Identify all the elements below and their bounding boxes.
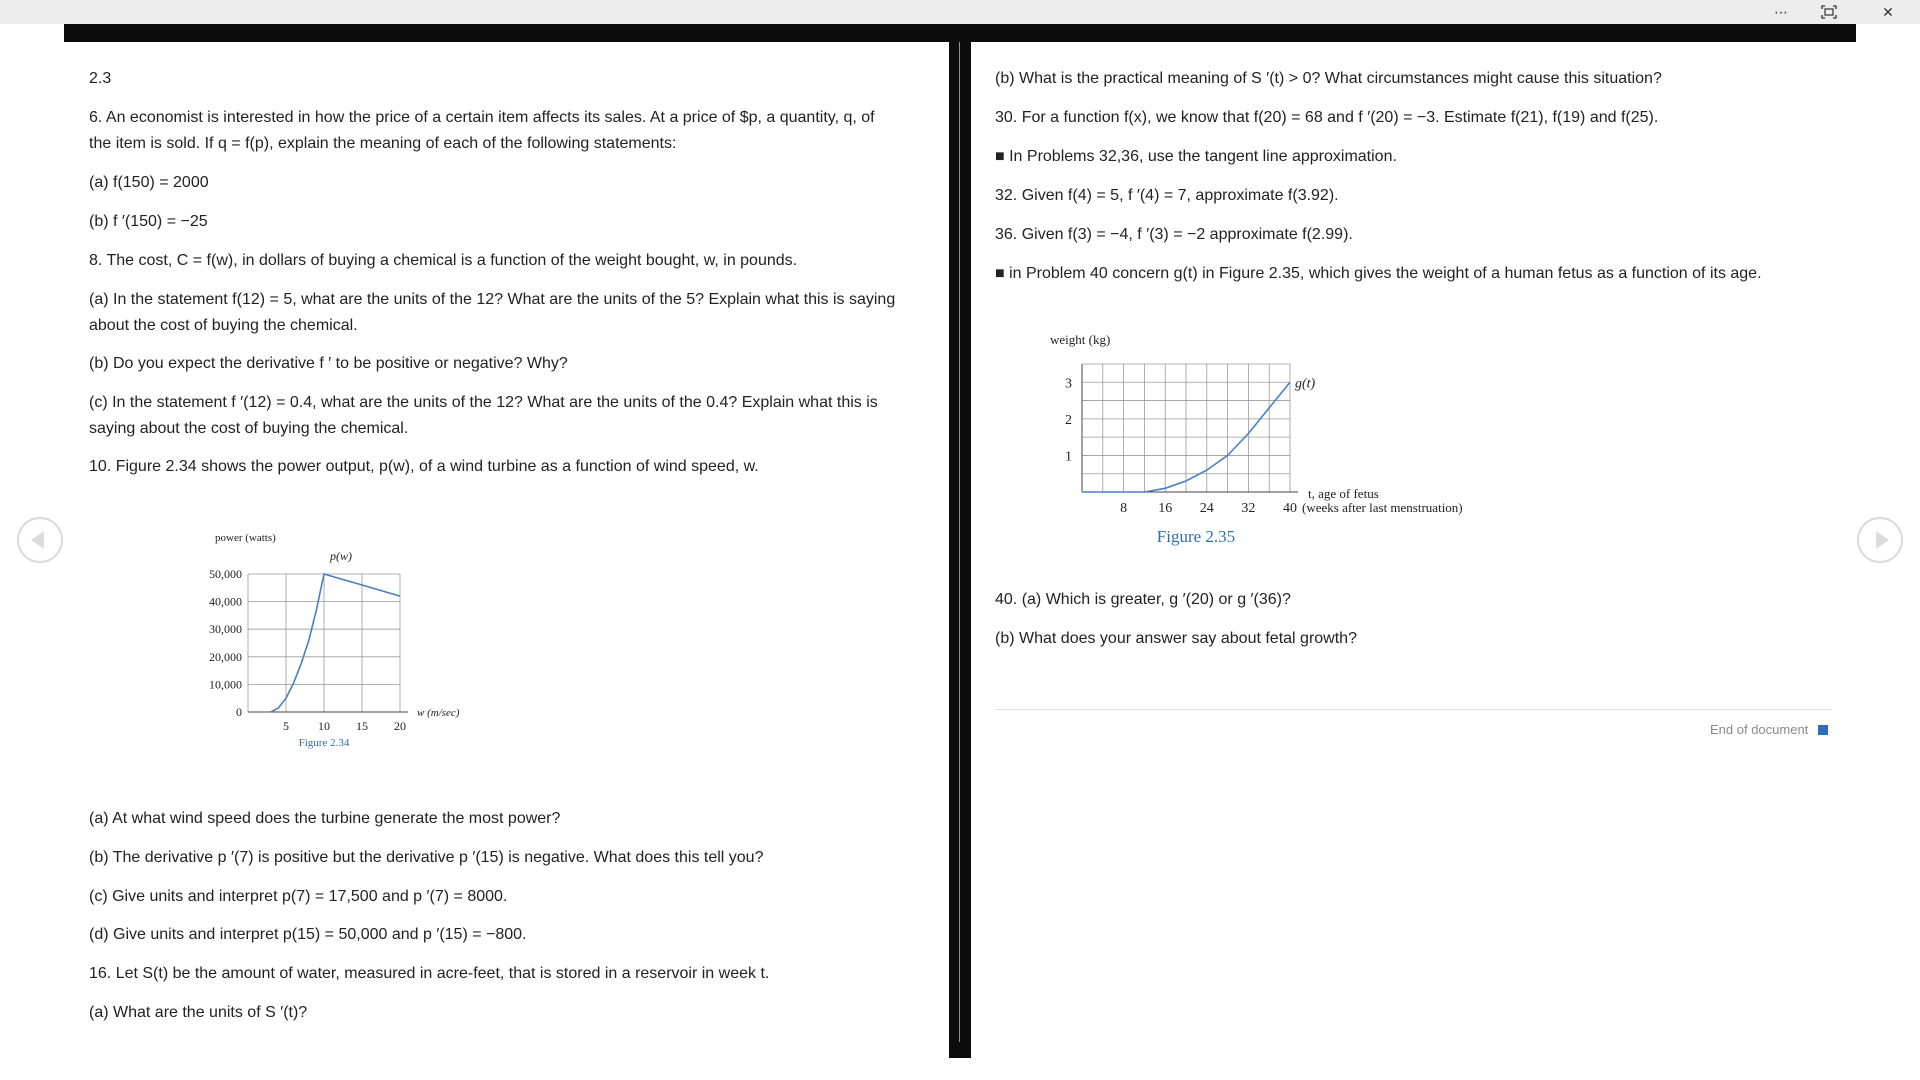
fig235-xtick-label: 24 <box>1199 501 1214 516</box>
end-of-document <box>1710 722 1828 737</box>
end-of-document-label: End of document <box>1710 722 1809 737</box>
problem-10b: (b) The derivative p ′(7) is positive but the derivative p ′(15) is negative. What does this tell you? <box>89 849 764 866</box>
window-top-bar <box>0 0 1920 24</box>
fig234-ytick-label: 40,000 <box>209 594 242 609</box>
problem-8: 8. The cost, C = f(w), in dollars of buying a chemical is a function of the weight bought, w, in pounds. <box>89 252 798 269</box>
problem-10d: (d) Give units and interpret p(15) = 50,000 and p ′(15) = −800. <box>89 926 527 943</box>
problem-10: 10. Figure 2.34 shows the power output, p(w), of a wind turbine as a function of wind speed, w. <box>89 458 759 475</box>
fig234-series-line <box>271 574 400 712</box>
fig234-xtick-label: 15 <box>356 719 368 733</box>
previous-page-button[interactable] <box>17 517 63 563</box>
fig235-xlabel-line-2: (weeks after last menstruation) <box>1302 500 1463 515</box>
fig234-ytick-label: 30,000 <box>209 622 242 637</box>
page-divider <box>949 42 971 1058</box>
fig234-ytick-label: 50,000 <box>209 567 242 581</box>
fig234-ytick-label: 0 <box>236 705 242 719</box>
fig235-ylabel: weight (kg) <box>1050 332 1111 347</box>
arrow-left-icon <box>31 531 44 549</box>
arrow-right-icon <box>1876 531 1889 549</box>
figure-2-34-chart <box>180 520 500 760</box>
figure-2-35-chart <box>1040 322 1510 552</box>
next-page-button[interactable] <box>1857 517 1903 563</box>
fig234-ytick-label: 10,000 <box>209 677 242 692</box>
problem-6a: (a) f(150) = 2000 <box>89 174 209 191</box>
problem-6b: (b) f ′(150) = −25 <box>89 213 208 230</box>
problem-6-line-1: 6. An economist is interested in how the price of a certain item affects its sales. At a price of $p, a quantity, q, of <box>89 109 875 126</box>
end-marker-icon <box>1818 725 1828 735</box>
problem-8c-line-2: saying about the cost of buying the chemical. <box>89 420 409 437</box>
fig235-ytick-label: 2 <box>1065 412 1072 428</box>
end-separator <box>995 709 1831 710</box>
fig234-xlabel: w (m/sec) <box>417 707 460 719</box>
fig235-xtick-label: 8 <box>1120 501 1128 516</box>
fig234-caption: Figure 2.34 <box>298 737 350 749</box>
tangent-approx-note: ■ In Problems 32,36, use the tangent line approximation. <box>995 148 1397 165</box>
fig234-xtick-label: 20 <box>394 719 406 733</box>
fig234-ytick-label: 20,000 <box>209 649 242 664</box>
problem-8a-line-2: about the cost of buying the chemical. <box>89 317 358 334</box>
problem-40a: 40. (a) Which is greater, g ′(20) or g ′(36)? <box>995 591 1291 608</box>
problem-16b: (b) What is the practical meaning of S ′(t) > 0? What circumstances might cause this situation? <box>995 70 1662 87</box>
more-icon: ⋯ <box>1774 3 1788 20</box>
section-heading: 2.3 <box>89 70 112 87</box>
fit-to-window-icon <box>1821 5 1837 19</box>
fig235-series-label: g(t) <box>1295 376 1316 392</box>
document-top-band <box>64 24 1856 42</box>
fig235-xtick-label: 16 <box>1158 501 1173 516</box>
fig235-ytick-label: 1 <box>1065 449 1072 465</box>
fig234-xtick-label: 10 <box>318 719 330 733</box>
fig235-ytick-label: 3 <box>1065 376 1072 392</box>
problem-16: 16. Let S(t) be the amount of water, measured in acre-feet, that is stored in a reservoir in week t. <box>89 965 770 982</box>
fig235-xtick-label: 32 <box>1241 501 1256 516</box>
fit-to-window-button[interactable] <box>1809 0 1849 24</box>
fig235-caption: Figure 2.35 <box>1156 527 1236 546</box>
fig234-xtick-label: 5 <box>283 719 289 733</box>
problem-10c: (c) Give units and interpret p(7) = 17,500 and p ′(7) = 8000. <box>89 888 508 905</box>
problem-8a-line-1: (a) In the statement f(12) = 5, what are the units of the 12? What are the units of the 5? Explain what this is saying <box>89 291 896 308</box>
problem-6-line-2: the item is sold. If q = f(p), explain the meaning of each of the following statements: <box>89 135 677 152</box>
problem-8c-line-1: (c) In the statement f ′(12) = 0.4, what are the units of the 12? What are the units of the 0.4? Explain what this is <box>89 394 878 411</box>
problem-8b: (b) Do you expect the derivative f ′ to be positive or negative? Why? <box>89 355 568 372</box>
problem-16a: (a) What are the units of S ′(t)? <box>89 1004 308 1021</box>
close-button[interactable] <box>1868 0 1908 24</box>
fig235-xlabel-line-1: t, age of fetus <box>1308 486 1379 501</box>
problem-10a: (a) At what wind speed does the turbine generate the most power? <box>89 810 561 827</box>
problem-30: 30. For a function f(x), we know that f(20) = 68 and f ′(20) = −3. Estimate f(21), f(19) and f(25). <box>995 109 1659 126</box>
problem-40-note: ■ in Problem 40 concern g(t) in Figure 2.35, which gives the weight of a human fetus as a function of its age. <box>995 265 1762 282</box>
fig234-series-label: p(w) <box>330 549 352 563</box>
close-icon: ✕ <box>1882 3 1894 20</box>
fig235-xtick-label: 40 <box>1283 501 1297 516</box>
problem-40b: (b) What does your answer say about fetal growth? <box>995 630 1357 647</box>
more-options-button[interactable] <box>1761 0 1801 24</box>
problem-36: 36. Given f(3) = −4, f ′(3) = −2 approximate f(2.99). <box>995 226 1353 243</box>
problem-32: 32. Given f(4) = 5, f ′(4) = 7, approximate f(3.92). <box>995 187 1339 204</box>
fig234-ylabel: power (watts) <box>215 532 276 544</box>
